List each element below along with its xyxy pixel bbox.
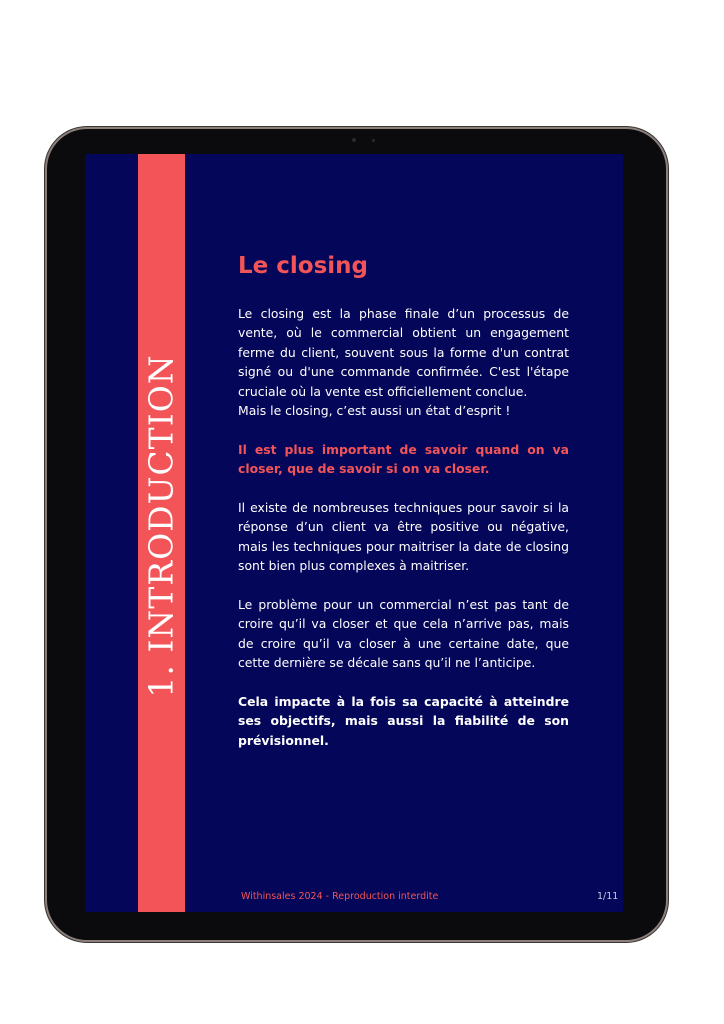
- footer-copyright: Withinsales 2024 - Reproduction interdite: [241, 891, 439, 902]
- paragraph-probleme: Le problème pour un commercial n’est pas tant de croire qu’il va closer et que cela n’arrive pas, mais de croire qu’il va closer à une certaine date, que cette dernière se décale sans qu’il ne l’anticipe.: [238, 597, 569, 671]
- highlight-red: Il est plus important de savoir quand on va closer, que de savoir si on va closer.: [238, 441, 569, 477]
- paragraph-intro-text: Le closing est la phase finale d’un processus de vente, où le commercial obtient un engagement ferme du client, souvent sous la forme d'un contrat signé ou d'une commande confirmée. C'est l'étape cruciale où la vente est officiellement conclue.: [238, 306, 569, 399]
- page-title: Le closing: [238, 253, 368, 279]
- page-screen: [85, 154, 623, 912]
- paragraph-intro-line2: Mais le closing, c’est aussi un état d’esprit !: [238, 403, 511, 419]
- paragraph-techniques: Il existe de nombreuses techniques pour savoir si la réponse d’un client va être positive ou négative, mais les techniques pour maitriser la date de closing sont bien plus complexes à maitriser.: [238, 500, 569, 574]
- camera-icon: [352, 138, 356, 142]
- paragraph-intro: [238, 304, 569, 420]
- page-content: [238, 251, 569, 770]
- sensor-icon: [372, 139, 375, 142]
- highlight-white: Cela impacte à la fois sa capacité à atteindre ses objectifs, mais aussi la fiabilité de son prévisionnel.: [238, 694, 569, 748]
- page-number: 1/11: [597, 891, 619, 902]
- chapter-title: 1. INTRODUCTION: [141, 354, 181, 698]
